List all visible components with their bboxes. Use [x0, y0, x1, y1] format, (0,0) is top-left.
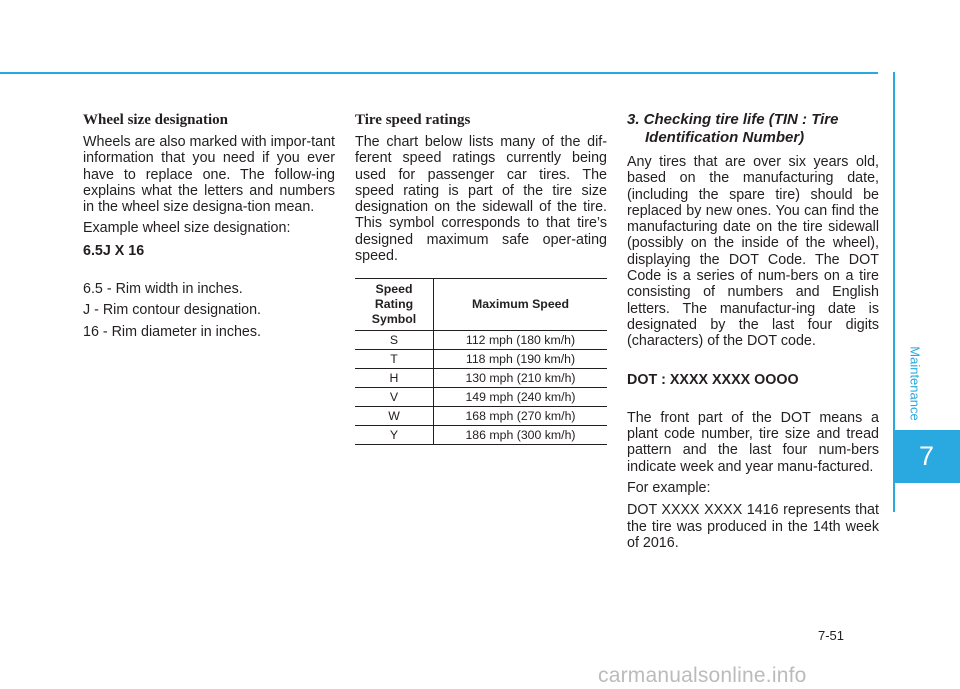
table-row — [355, 407, 607, 426]
tire-life-example-text: DOT XXXX XXXX 1416 represents that the tire was produced in the 14th week of 2016. — [627, 502, 879, 551]
column-wheel-size — [83, 111, 335, 345]
rating-symbol: Y — [355, 426, 434, 445]
speed-ratings-intro: The chart below lists many of the dif-ferent speed ratings currently being used for passenger car tires. The speed rating is part of the tire size designation on the sidewall of the tire. This symbol corresponds to that tire’s designed maximum safe oper-ating speed. — [355, 134, 607, 265]
max-speed: 118 mph (190 km/h) — [434, 350, 608, 369]
section-tab-label: Maintenance — [907, 346, 923, 421]
rim-contour-item: J - Rim contour designation. — [83, 302, 261, 319]
max-speed: 186 mph (300 km/h) — [434, 426, 608, 445]
rating-symbol: S — [355, 331, 434, 350]
chapter-number-badge: 7 — [893, 430, 960, 483]
header-maximum-speed: Maximum Speed — [434, 279, 608, 331]
speed-rating-table — [355, 278, 607, 445]
table-row — [355, 350, 607, 369]
rating-symbol: V — [355, 388, 434, 407]
table-row — [355, 331, 607, 350]
max-speed: 130 mph (210 km/h) — [434, 369, 608, 388]
wheel-size-example-label: Example wheel size designation: — [83, 220, 291, 237]
page-number: 7-51 — [818, 628, 845, 643]
wheel-size-example-value: 6.5J X 16 — [83, 242, 145, 259]
table-row — [355, 426, 607, 445]
tire-life-para1: Any tires that are over six years old, based on the manufacturing date, (including the spare tire) should be replaced by new ones. You can find the manufacturing date on the tire sidewall (possibly on the inside of the wheel), displaying the DOT Code. The DOT Code is a series of num-bers on a tire consisting of numbers and English letters. The manufactur-ing date is designated by the last four digits (characters) of the DOT code. — [627, 154, 879, 350]
rating-symbol: W — [355, 407, 434, 426]
table-header-row — [355, 279, 607, 331]
wheel-size-heading: Wheel size designation — [83, 112, 228, 128]
rating-symbol: H — [355, 369, 434, 388]
column-speed-ratings — [355, 111, 607, 445]
watermark-text: carmanualsonline.info — [598, 664, 807, 687]
dot-code-format: DOT : XXXX XXXX OOOO — [627, 371, 799, 388]
max-speed: 168 mph (270 km/h) — [434, 407, 608, 426]
max-speed: 149 mph (240 km/h) — [434, 388, 608, 407]
tire-life-heading: 3. Checking tire life (TIN : Tire Identification Number) — [627, 111, 839, 146]
table-row — [355, 388, 607, 407]
wheel-size-intro: Wheels are also marked with impor-tant information that you need if you ever have to replace one. The follow-ing explains what the letters and numbers in the wheel size designa-tion mean. — [83, 134, 335, 216]
column-tire-life — [627, 111, 879, 556]
speed-ratings-heading: Tire speed ratings — [355, 112, 471, 128]
rim-diameter-item: 16 - Rim diameter in inches. — [83, 323, 261, 340]
tire-life-example-label: For example: — [627, 480, 711, 497]
tire-life-para2: The front part of the DOT means a plant code number, tire size and tread pattern and the last four num-bers indicate week and year manu-factured. — [627, 409, 879, 475]
table-row — [355, 369, 607, 388]
rim-width-item: 6.5 - Rim width in inches. — [83, 281, 243, 298]
header-rule — [0, 72, 878, 74]
header-speed-rating-symbol: Speed Rating Symbol — [355, 279, 434, 331]
max-speed: 112 mph (180 km/h) — [434, 331, 608, 350]
rating-symbol: T — [355, 350, 434, 369]
